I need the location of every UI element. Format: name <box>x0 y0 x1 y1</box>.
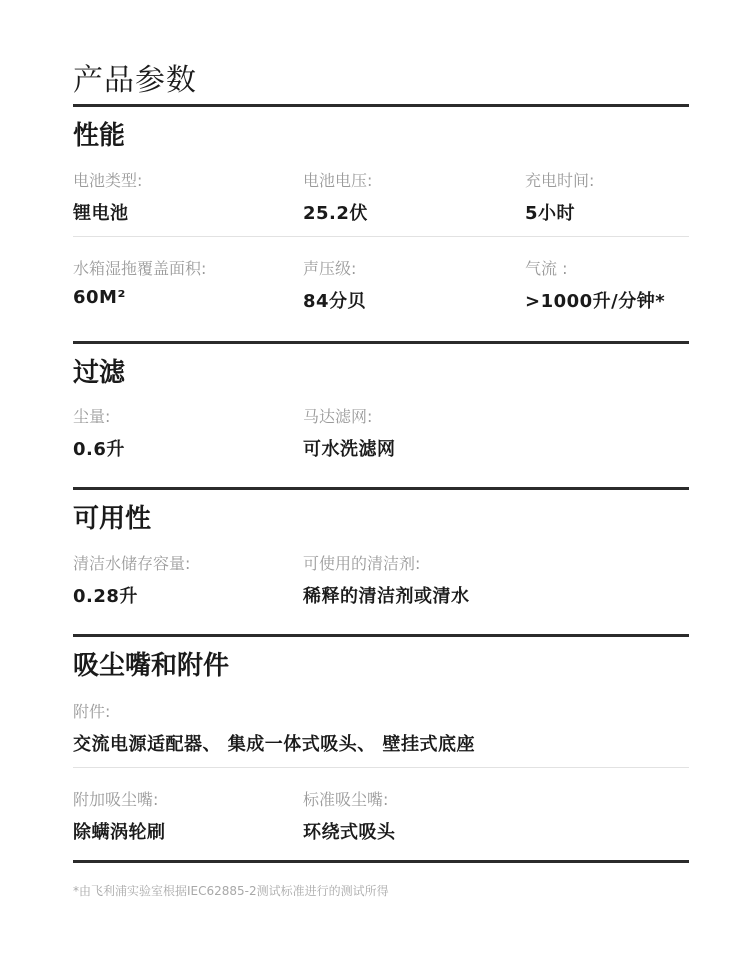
section-title-performance: 性能 <box>73 121 126 151</box>
spec-label: 马达滤网: <box>303 407 373 426</box>
spec-mop-coverage <box>73 256 206 308</box>
spec-label: 电池电压: <box>303 171 373 190</box>
spec-value: 84分贝 <box>303 291 367 312</box>
spec-value: 锂电池 <box>73 203 129 224</box>
spec-standard-nozzle <box>303 787 396 844</box>
spec-value: 稀释的清洁剂或清水 <box>303 586 470 607</box>
spec-dust-capacity <box>73 404 125 461</box>
spec-battery-voltage <box>303 168 372 225</box>
section-divider <box>73 487 689 490</box>
page-title: 产品参数 <box>73 63 197 98</box>
spec-value: 除螨涡轮刷 <box>73 822 166 843</box>
spec-label: 尘量: <box>73 407 111 426</box>
section-divider <box>73 860 689 863</box>
spec-label: 水箱湿拖覆盖面积: <box>73 259 207 278</box>
spec-value: 0.28升 <box>73 586 138 607</box>
spec-accessories <box>73 699 475 756</box>
spec-motor-filter <box>303 404 396 461</box>
spec-extra-nozzle <box>73 787 166 844</box>
section-title-filtration: 过滤 <box>73 358 126 388</box>
spec-value: 25.2伏 <box>303 203 368 224</box>
spec-label: 清洁水储存容量: <box>73 554 191 573</box>
spec-sound-level <box>303 256 366 313</box>
spec-label: 声压级: <box>303 259 357 278</box>
spec-battery-type <box>73 168 142 225</box>
section-title-nozzles-accessories: 吸尘嘴和附件 <box>73 651 230 681</box>
spec-value: >1000升/分钟* <box>525 291 666 312</box>
spec-value: 交流电源适配器、 集成一体式吸头、 壁挂式底座 <box>73 734 476 755</box>
spec-label: 气流 : <box>525 259 568 278</box>
spec-usable-detergent <box>303 551 470 608</box>
spec-value: 60M² <box>73 287 126 308</box>
spec-value: 环绕式吸头 <box>303 822 396 843</box>
spec-label: 电池类型: <box>73 171 143 190</box>
spec-label: 可使用的清洁剂: <box>303 554 421 573</box>
spec-label: 标准吸尘嘴: <box>303 790 389 809</box>
section-divider <box>73 341 689 344</box>
spec-label: 附件: <box>73 702 111 721</box>
section-title-usability: 可用性 <box>73 504 152 534</box>
title-divider <box>73 104 689 107</box>
spec-value: 可水洗滤网 <box>303 439 396 460</box>
row-divider <box>73 767 689 768</box>
section-divider <box>73 634 689 637</box>
spec-label: 充电时间: <box>525 171 595 190</box>
spec-value: 0.6升 <box>73 439 125 460</box>
spec-label: 附加吸尘嘴: <box>73 790 159 809</box>
spec-value: 5小时 <box>525 203 576 224</box>
footnote: *由飞利浦实验室根据IEC62885-2测试标准进行的测试所得 <box>73 884 389 898</box>
spec-water-capacity <box>73 551 190 608</box>
row-divider <box>73 236 689 237</box>
spec-airflow <box>525 256 665 313</box>
spec-charge-time <box>525 168 594 225</box>
